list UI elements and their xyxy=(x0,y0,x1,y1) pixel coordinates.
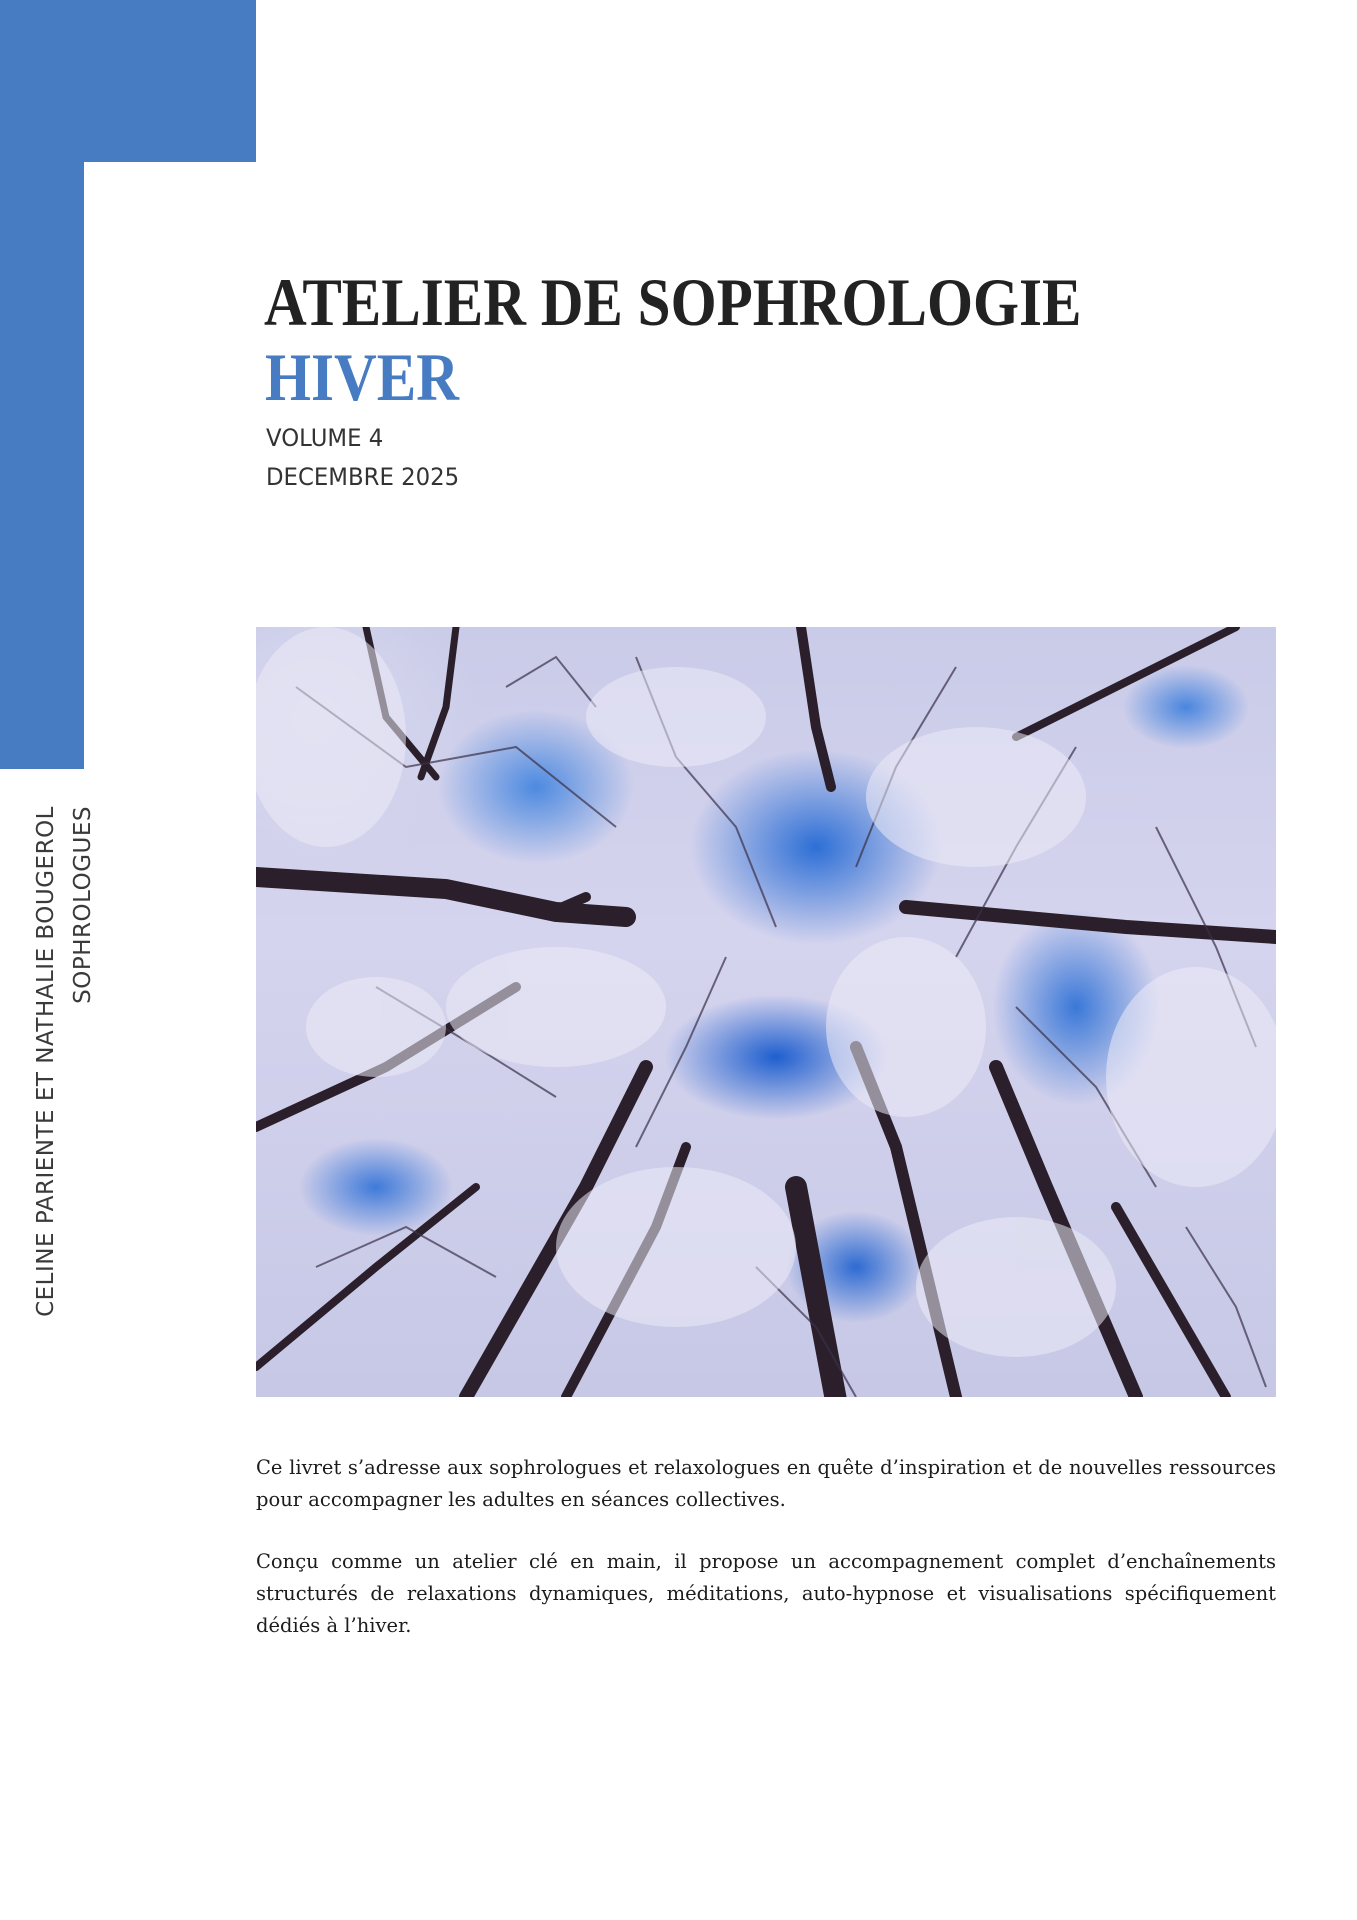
winter-trees-illustration-icon xyxy=(256,627,1276,1397)
cover-photo xyxy=(256,627,1276,1397)
authors-names: CELINE PARIENTE ET NATHALIE BOUGEROL xyxy=(33,806,59,1317)
decorative-blue-strip xyxy=(0,0,84,769)
authors-role: SOPHROLOGUES xyxy=(70,806,96,1004)
page-subtitle: HIVER xyxy=(265,339,459,415)
page-title: ATELIER DE SOPHROLOGIE xyxy=(264,264,1082,340)
authors-vertical-label xyxy=(28,806,98,1338)
date-label: DECEMBRE 2025 xyxy=(266,463,460,491)
volume-label: VOLUME 4 xyxy=(266,424,384,452)
description-paragraph-2: Conçu comme un atelier clé en main, il propose un accompagnement complet d’enchaînements structurés de relaxations dynamiques, méditations, auto-hypnose et visualisations spécifiquement dédiés à l’hiver. xyxy=(256,1550,1276,1637)
description-paragraph-1: Ce livret s’adresse aux sophrologues et relaxologues en quête d’inspiration et de nouvelles ressources pour accompagner les adultes en séances collectives. xyxy=(256,1456,1276,1511)
